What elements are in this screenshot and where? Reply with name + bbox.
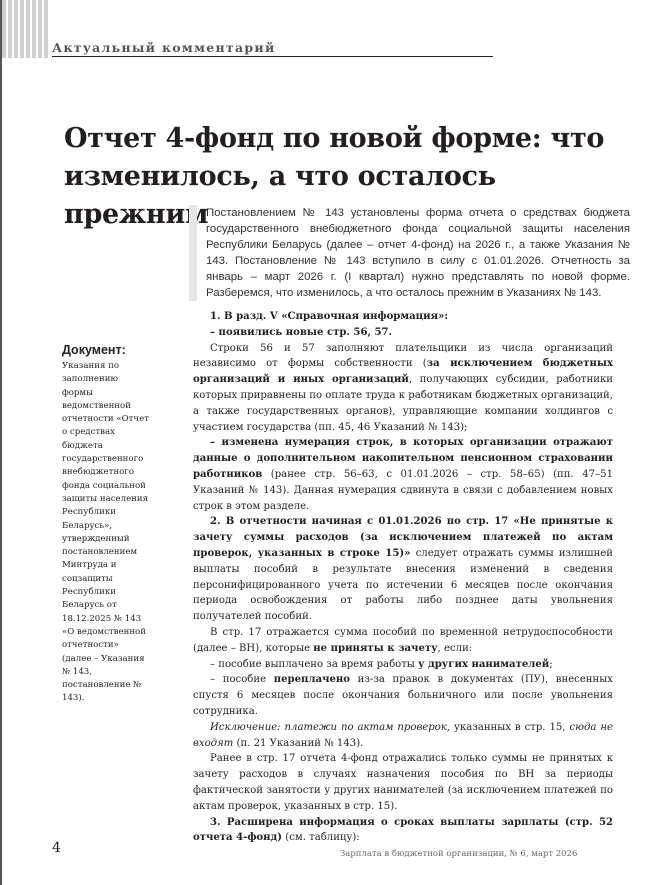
text: из-за правок в документах (ПУ), внесенных спустя 6 месяцев после окончания больничного или после увольнения сотрудника. [193,674,613,717]
bold-text: 3. Расширена информация о сроках выплаты зарплаты (стр. 52 отчета 4-фонд) [193,816,613,844]
text: – пособие [210,674,274,686]
bold-text: 1. В разд. V «Справочная информация»: [210,311,449,322]
section-header: Актуальный комментарий [52,40,493,57]
paragraph [193,435,613,514]
text: (ранее стр. 56–63, с 01.01.2026 – стр. 58–65) (пп. 47–51 Указаний № 143). Данная нумерация сдвинута в связи с добавлением новых строк в этом разделе. [193,468,613,512]
article-lead [189,205,630,301]
bold-text: 2. В отчетности начиная с 01.01.2026 по стр. 17 «Не принятые к зачету суммы расходов (за исключением платежей по актам проверок, указанных в строке 15)» [193,516,613,559]
text: (см. таблицу): [282,832,360,844]
text: указанных в стр. 15, [450,721,570,733]
paragraph [193,325,613,341]
sidebar-text: Указания по заполнению формы ведомственной отчетности «Отчет о средствах бюджета государственного внебюджетного фонда социальной защиты населения Республики Беларусь», утвержденный постановлением Минтруда и соцзащиты Республики Беларусь от 18.12.2025 № 143 «О ведомственной отчетности» (далее – Указания № 143, постановление № 143). [62,361,149,704]
paragraph [193,720,613,752]
bold-text: не приняты к зачету [313,642,438,654]
text: ; [549,658,553,670]
text: , если: [437,642,473,654]
paragraph [193,751,613,814]
page-number: 4 [52,840,61,856]
article-title: Отчет 4-фонд по новой форме: что изменилось, а что осталось прежним [64,123,605,230]
italic-text: Исключение: платежи по актам проверок, [210,721,451,733]
text: следует отражать суммы излишней выплаты пособий в результате внесения изменений в сведения персонифицированного учета по истечении 6 месяцев после окончания периода освобождения от работы либо позднее даты увольнения получателей пособий. [193,547,613,623]
bold-text: у других нанимателей [418,658,550,670]
paragraph [193,309,613,325]
paragraph [193,514,613,625]
bold-text: – изменена нумерация строк, в которых организации отражают данные о дополнительном накопительном пенсионном страховании работников [193,437,613,480]
text: , получающих субсидии, работники которых приравнены по оплате труда к работникам бюджетных организаций, а также государственных органов), управляющие компании холдингов с участием государства (пп. 45, 46 Указаний № 143); [193,374,613,433]
header-stripe-decoration [2,0,49,58]
text: (п. 21 Указаний № 143). [233,737,364,749]
paragraph [193,657,613,673]
text: – пособие выплачено за время работы [210,658,419,670]
footer-journal-wrap [340,843,578,861]
paragraph [193,672,613,719]
italic-text: сюда не входят [193,721,613,749]
lead-text: Постановлением № 143 установлены форма отчета о средствах бюджета государственного внебюджетного фонда социальной защиты населения Республики Беларусь (далее – отчет 4-фонд) на 2026 г., а также Указания № 143. Постановление № 143 вступило в силу с 01.01.2026. Отчетность за январь – март 2026 г. (I квартал) нужно представлять по новой форме. Разберемся, что изменилось, а что осталось прежним в Указаниях № 143. [206,207,630,299]
text: Строки 56 и 57 заполняют плательщики из числа организаций независимо от формы собственности ( [193,342,613,370]
sidebar-title: Документ: [62,343,126,357]
document-sidebar [62,343,150,706]
text: Ранее в стр. 17 отчета 4-фонд отражались только суммы не принятых к зачету расходов в случаях назначения пособия по ВН за периоды фактической занятости у других нанимателей (за исключением платежей по актам проверок, указанных в стр. 15). [193,753,613,812]
article-body [193,309,613,846]
page-left-border [0,0,2,885]
bold-text: переплачено [273,674,350,686]
journal-footer: Зарплата в бюджетной организации, № 6, март 2026 [340,849,578,859]
paragraph [193,341,613,436]
text: В стр. 17 отражается сумма пособий по временной нетрудоспособности (далее – ВН), которые [193,626,613,654]
paragraph [193,625,613,657]
bold-text: – появились новые стр. 56, 57. [210,326,393,338]
bold-text: за исключением бюджетных организаций и иных организаций [193,358,613,386]
paragraph [193,815,613,847]
